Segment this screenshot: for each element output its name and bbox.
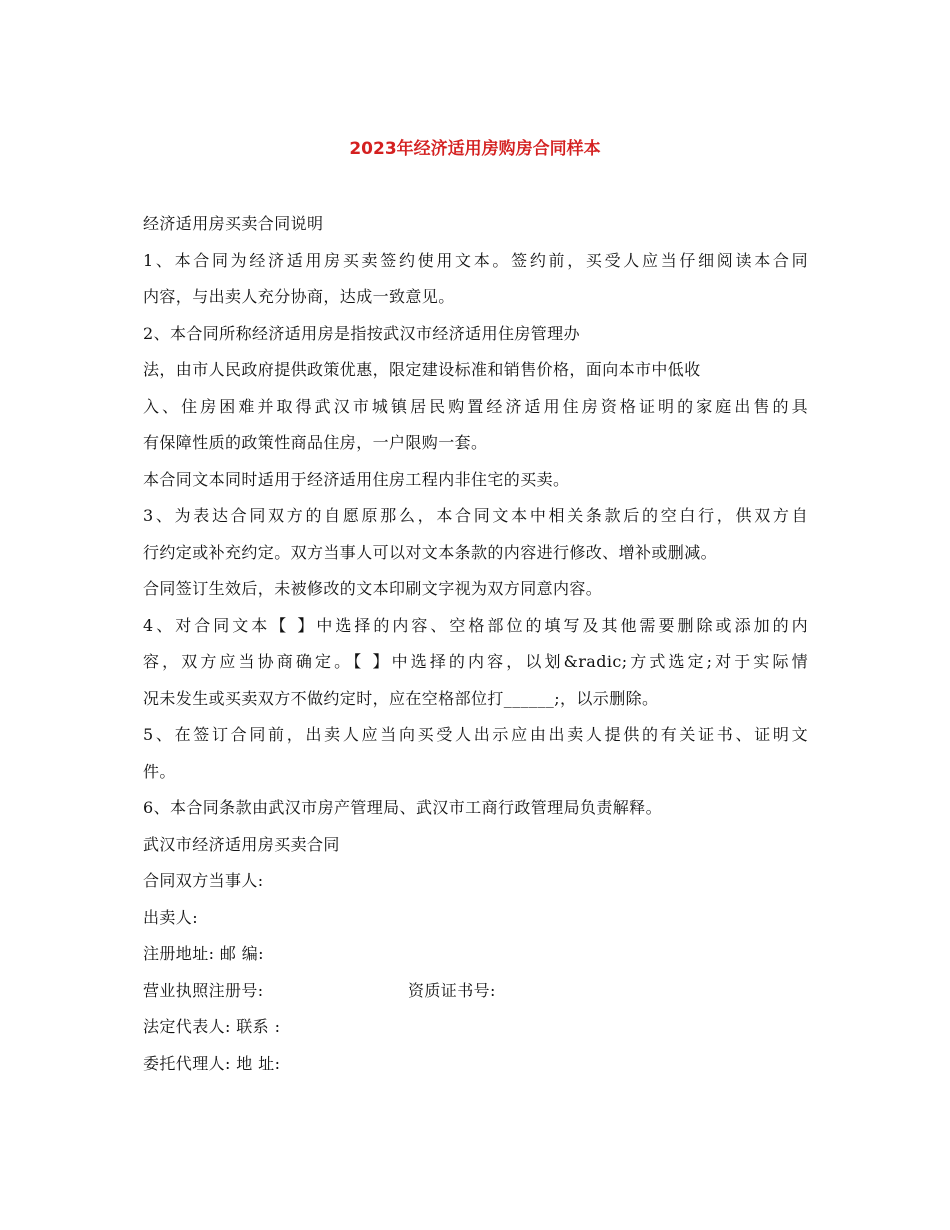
document-title: 2023年经济适用房购房合同样本 xyxy=(349,139,601,159)
field-label: 合同双方当事人: xyxy=(143,871,264,890)
paragraph-line: 4、对合同文本【 】中选择的内容、空格部位的填写及其他需要删除或添加的内 xyxy=(143,615,808,635)
document-body xyxy=(143,206,808,1082)
license-number-label: 营业执照注册号: xyxy=(143,980,264,1000)
paragraph-line: 3、为表达合同双方的自愿原那么，本合同文本中相关条款后的空白行，供双方自 xyxy=(143,506,808,525)
paragraph-line: 2、本合同所称经济适用房是指按武汉市经济适用住房管理办 xyxy=(143,323,580,343)
paragraph-line: 行约定或补充约定。双方当事人可以对文本条款的内容进行修改、增补或删减。 xyxy=(143,542,718,562)
paragraph-line: 5、在签订合同前，出卖人应当向买受人出示应由出卖人提供的有关证书、证明文 xyxy=(143,725,808,744)
qualification-cert-label: 资质证书号: xyxy=(408,980,496,1000)
contract-heading: 武汉市经济适用房买卖合同 xyxy=(143,834,340,854)
license-row xyxy=(143,973,808,1010)
paragraph-line: 6、本合同条款由武汉市房产管理局、武汉市工商行政管理局负责解释。 xyxy=(143,798,662,817)
paragraph-line: 入、住房困难并取得武汉市城镇居民购置经济适用住房资格证明的家庭出售的具 xyxy=(143,396,808,416)
paragraph-line: 法，由市人民政府提供政策优惠，限定建设标准和销售价格，面向本市中低收 xyxy=(143,360,701,379)
field-label: 注册地址: 邮 编: xyxy=(143,944,264,963)
field-label: 委托代理人: 地 址: xyxy=(143,1053,281,1073)
section-heading: 经济适用房买卖合同说明 xyxy=(143,214,324,233)
paragraph-line: 内容，与出卖人充分协商，达成一致意见。 xyxy=(143,287,455,306)
field-label: 法定代表人: 联系 : xyxy=(143,1017,281,1036)
paragraph-line: 有保障性质的政策性商品住房，一户限购一套。 xyxy=(143,433,488,452)
paragraph-line: 本合同文本同时适用于经济适用住房工程内非住宅的买卖。 xyxy=(143,469,570,489)
paragraph-line: 1、本合同为经济适用房买卖签约使用文本。签约前，买受人应当仔细阅读本合同 xyxy=(143,250,808,270)
paragraph-line: 况未发生或买卖双方不做约定时，应在空格部位打______;，以示删除。 xyxy=(143,688,659,708)
paragraph-line: 合同签订生效后，未被修改的文本印刷文字视为双方同意内容。 xyxy=(143,579,603,598)
paragraph-line: 容，双方应当协商确定。【 】中选择的内容，以划&radic;方式选定;对于实际情 xyxy=(143,652,808,671)
field-label: 出卖人: xyxy=(143,907,198,927)
paragraph-line: 件。 xyxy=(143,761,176,781)
